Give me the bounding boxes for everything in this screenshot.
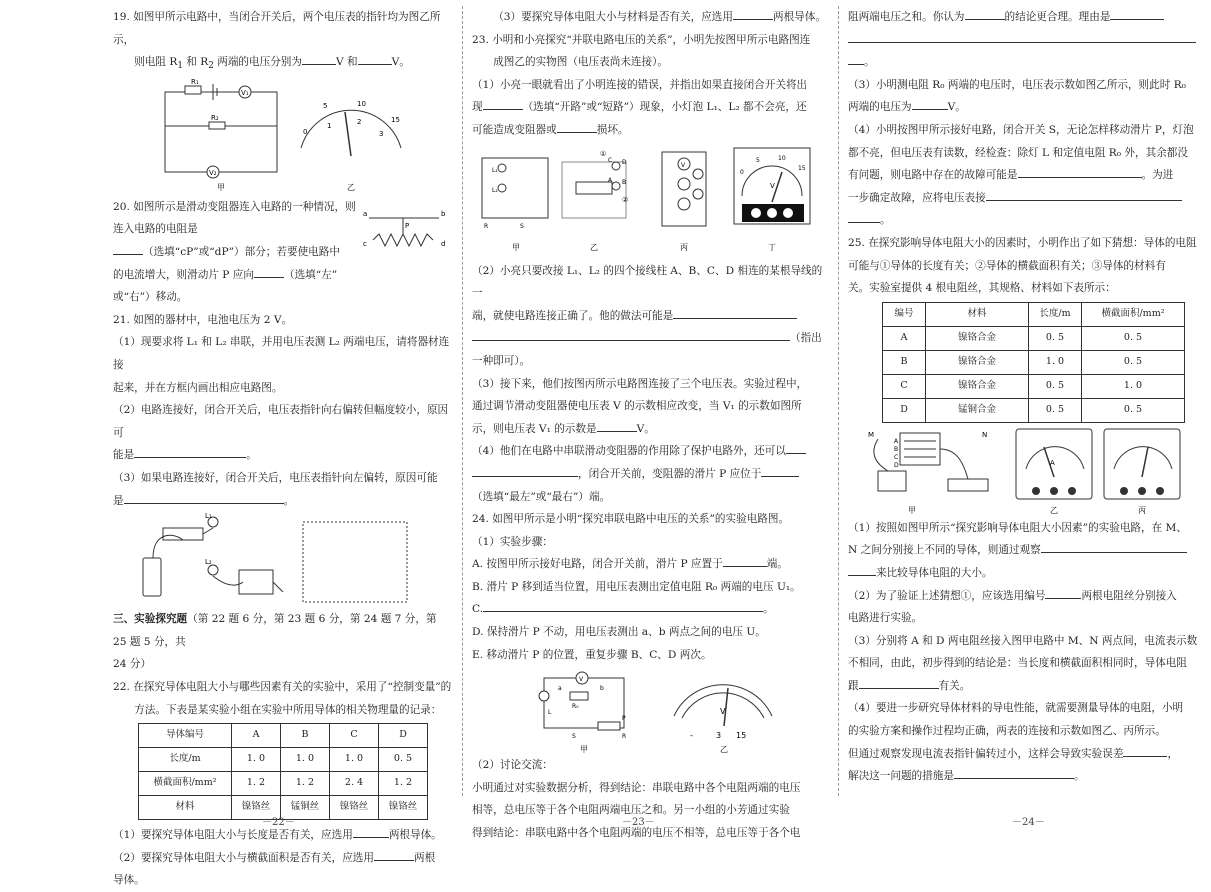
svg-text:0: 0: [740, 168, 744, 176]
q22-blank-3[interactable]: [733, 6, 773, 20]
svg-text:A: A: [1050, 458, 1055, 467]
q23-blank-2[interactable]: [557, 119, 597, 133]
q23-blank-4[interactable]: [597, 418, 637, 432]
q20-line1: 20. 如图所示是滑动变阻器连入电路的一种情况，则连入电路的电阻是: [113, 200, 356, 236]
q24-blank-1[interactable]: [723, 553, 767, 567]
table-row: [883, 374, 1185, 398]
table-cell: 1. 0: [232, 748, 281, 772]
column-divider: [838, 6, 839, 796]
section-3-heading: 三、实验探究题（第 22 题 6 分，第 23 题 6 分，第 24 题 7 分，第 25 题 5 分，共: [113, 613, 437, 648]
q25-blank-3[interactable]: [859, 675, 939, 689]
table-cell: 镍铬合金: [926, 350, 1029, 374]
q23-blank-6[interactable]: [761, 463, 799, 477]
svg-text:L₂: L₂: [205, 558, 212, 567]
q21-blank-2[interactable]: [124, 490, 284, 504]
table-cell: 横截面积/mm²: [139, 772, 232, 796]
svg-text:C: C: [894, 453, 899, 461]
svg-text:甲: 甲: [580, 745, 588, 755]
svg-text:丙: 丙: [680, 242, 688, 252]
svg-text:R₁: R₁: [191, 77, 199, 86]
table-cell: 镍铬丝: [330, 796, 379, 820]
page-23-column: （3）要探究导体电阻大小与材料是否有关，应选用 两根导体。 23. 小明和小亮探究“并联电路电压的关系”，小明先按图甲所示电路图连 成图乙的实物图（电压表尚未连接）。 （1）小亮一眼就看出了小明连接的错误，并指出如果直接闭合开关将出 现 （选填“开路”或“短路”）现象，小灯泡 L₁、L₂ 都不会亮，还 可能造成变阻器或 损坏。 L₁ L₂ R S ① ② C D A B V V 0 5 10 15 甲 乙 丙 丁 （2）小亮只要改接 L₁、L₂ 的四个接线柱 A、B、C、D 相连的某根导线的一 端，就使电路连接正确了。他的做法可能是 （指出 一种即可）。 （3）接下来，他们按图丙所示电路图连接了三个电压表。实验过程中， 通过调节滑动变阻器使电压表 V 的示数相应改变，当 V₁ 的示数如图所 示，则电压表 V₁ 的示数是 V。 （4）他们在电路中串联滑动变阻器的作用除了保护电路外，还可以 ，闭合开关前，变阻器的滑片 P 应位于 （选填“最左”或“最右”）端。 24. 如图甲所示是小明“探究串联电路中电压的关系”的实验电路图。 （1）实验步骤： A. 按图甲所示接好电路，闭合开关前，滑片 P 应置于 端。 B. 滑片 P 移到适当位置，用电压表测出定值电阻 R₀ 两端的电压 U₁。 C. 。 D. 保持滑片 P 不动，用电压表测出 a、b 两点之间的电压 U。 E. 移动滑片 P 的位置，重复步骤 B、C、D 两次。 V R₀ L S P R a b V - 3 15 甲 乙 （2）讨论交流： 小明通过对实验数据分析，得到结论：串联电路中各个电阻两端的电压 相等，总电压等于各个电阻两端电压之和。另一小组的小芳通过实验 得到结论：串联电路中各个电阻两端的电压不相等，总电压等于各个电: [472, 6, 828, 845]
q25-blank-1[interactable]: [1041, 539, 1187, 553]
table-cell: 1. 2: [281, 772, 330, 796]
svg-text:R: R: [622, 733, 627, 741]
svg-text:N: N: [982, 430, 988, 439]
table-cell: 1. 0: [1082, 374, 1185, 398]
svg-text:乙: 乙: [347, 182, 355, 192]
svg-text:L: L: [548, 709, 552, 717]
table-row: [139, 772, 428, 796]
column-divider: [462, 6, 463, 796]
page-22-column: 19. 如图甲所示电路中，当闭合开关后，两个电压表的指针均为图乙所示， 则电阻 $R_1$ 和 $R_2$ 两端的电压分别为 V 和 V。 R₁ R₂ V₁ V₂ 0 5 10 15 1 2 3 甲 乙 20. 如图所示是滑动变阻器连入电路的一种情况，则连入电路的电阻是 （选填“cP”或“dP”）部分；若要使电路中 的电流增大，则滑动片 P 应向 （选填“左” 或“右”）移动。 a b c d P 21. 如图的器材中，电池电压为 2 V。 （1）现要求将 L₁ 和 L₂ 串联，并用电压表测 L₂ 两端电压，请将器材连接 起来，并在方框内画出相应电路图。 （2）电路连接好，闭合开关后，电压表指针向右偏转但幅度较小，原因可 能是 。 （3）如果电路连接好，闭合开关后，电压表指针向左偏转，原因可能 是 。 L₁ L₂ 三、实验探究题（第 22 题 6 分，第 23 题 6 分，第 24 题 7 分，第 25 题 5 分，共 24 分） 22. 在探究导体电阻大小与哪些因素有关的实验中，采用了“控制变量”的 方法。下表是某实验小组在实验中所用导体的相关物理量的记录： 导体编号 A B C D 长度/m 1. 0 1. 0 1. 0 0. 5 横截面积/mm² 1. 2 1. 2 2. 4 1. 2 材料 镍铬丝 锰铜丝 镍铬丝 镍铬丝 （1）要探究导体电阻大小与长度是否有关，应选用 两根导体。 （2）要探究导体电阻大小与横截面积是否有关，应选用 两根 导体。: [113, 6, 453, 892]
table-cell: 0. 5: [1029, 374, 1082, 398]
svg-text:15: 15: [391, 115, 400, 124]
svg-text:S: S: [520, 222, 524, 230]
q22-table: [138, 723, 428, 820]
table-cell: 2. 4: [330, 772, 379, 796]
svg-text:B: B: [894, 445, 899, 453]
q20-block: 20. 如图所示是滑动变阻器连入电路的一种情况，则连入电路的电阻是 （选填“cP”或“dP”）部分；若要使电路中 的电流增大，则滑动片 P 应向 （选填“左” 或“右”）移动。 a b c d P: [113, 196, 453, 309]
table-cell: 1. 2: [232, 772, 281, 796]
q24-blank-7[interactable]: [986, 187, 1182, 201]
svg-text:A: A: [608, 176, 613, 184]
table-cell: C: [883, 374, 926, 398]
svg-text:a: a: [558, 685, 562, 693]
svg-text:10: 10: [357, 99, 366, 108]
svg-text:1: 1: [327, 121, 332, 130]
table-cell: 材料: [139, 796, 232, 820]
table-row: [139, 724, 428, 748]
svg-text:②: ②: [622, 195, 629, 204]
table-cell: D: [883, 398, 926, 422]
svg-text:2: 2: [357, 117, 362, 126]
q22-blank-2[interactable]: [374, 847, 414, 861]
table-row: [883, 350, 1185, 374]
svg-text:15: 15: [736, 731, 747, 741]
table-cell: 0. 5: [1082, 326, 1185, 350]
q21-blank-1[interactable]: [134, 444, 246, 458]
svg-text:3: 3: [716, 731, 722, 741]
svg-text:3: 3: [379, 129, 384, 138]
table-cell: 0. 5: [1082, 350, 1185, 374]
table-cell: 锰铜丝: [281, 796, 330, 820]
svg-text:d: d: [441, 239, 446, 248]
table-cell: 镍铬合金: [926, 374, 1029, 398]
svg-text:B: B: [622, 178, 627, 186]
svg-text:甲: 甲: [217, 182, 225, 192]
svg-text:10: 10: [778, 154, 786, 162]
page-number: －23－: [622, 817, 655, 828]
q19-line1: 19. 如图甲所示电路中，当闭合开关后，两个电压表的指针均为图乙所示，: [113, 11, 441, 46]
svg-text:D: D: [894, 461, 899, 469]
q24-blank-4-end[interactable]: [848, 51, 864, 65]
q25-blank-4[interactable]: [1123, 743, 1167, 757]
svg-text:乙: 乙: [1050, 505, 1058, 515]
table-cell: 镍铬丝: [379, 796, 428, 820]
q24-blank-6[interactable]: [1018, 164, 1142, 178]
q23-blank-1[interactable]: [483, 96, 523, 110]
q23-blank-5-cont[interactable]: [472, 463, 578, 477]
svg-text:P: P: [405, 221, 410, 230]
table-cell: 镍铬丝: [232, 796, 281, 820]
q20-blank-2[interactable]: [254, 264, 284, 278]
svg-text:R₀: R₀: [572, 703, 579, 711]
svg-text:A: A: [894, 437, 899, 445]
svg-text:L₂: L₂: [492, 186, 498, 194]
svg-text:R₂: R₂: [211, 113, 219, 122]
table-cell: 长度/m: [1029, 302, 1082, 326]
q21-line1: 21. 如图的器材中，电池电压为 2 V。: [113, 313, 293, 326]
page-24-column: 阻两端电压之和。你认为 的结论更合理。理由是 。 （3）小明测电阻 R₀ 两端的电压时，电压表示数如图乙所示，则此时 R₀ 两端的电压为 V。 （4）小明按图甲所示接好电路，闭合开关 S，无论怎样移动滑片 P，灯泡 都不亮，但电压表有读数，经检查：除灯 L 和定值电阻 R₀ 外，其余都没 有问题，则电路中存在的故障可能是 。为进 一步确定故障，应将电压表接 。 25. 在探究影响导体电阻大小的因素时，小明作出了如下猜想：导体的电阻 可能与①导体的长度有关；②导体的横截面积有关；③导体的材料有 关。实验室提供 4 根电阻丝，其规格、材料如下表所示： 编号 材料 长度/m 横截面积/mm² A 镍铬合金 0. 5 0. 5 B 镍铬合金 1. 0 0. 5 C 镍铬合金 0. 5 1. 0 D 锰铜合金 0. 5 0. 5 M N A B C D A 甲 乙 丙 （1）按照如图甲所示“探究影响导体电阻大小因素”的实验电路，在 M、 N 之间分别接上不同的导体，则通过观察 来比较导体电阻的大小。 （2）为了验证上述猜想①，应该选用编号 两根电阻丝分别接入 电路进行实验。 （3）分别将 A 和 D 两电阻丝接入图甲电路中 M、N 两点间，电流表示数 不相同，由此，初步得到的结论是：当长度和横截面积相同时，导体电阻 跟 有关。 （4）要进一步研究导体材料的导电性能，就需要测量导体的电阻，小明 的实验方案和操作过程均正确，两表的连接和示数如图乙、丙所示。 但通过观察发现电流表指针偏转过小，这样会导致实验误差 ， 解决这一问题的措施是 。: [848, 6, 1201, 788]
q19-blank-1[interactable]: [302, 51, 336, 65]
svg-text:V: V: [579, 676, 584, 684]
table-row: [883, 398, 1185, 422]
table-row: [139, 748, 428, 772]
q19-line2: 则电阻 $R_1$ 和 $R_2$ 两端的电压分别为 V 和 V。: [113, 51, 453, 78]
svg-text:b: b: [441, 209, 446, 218]
table-cell: 锰铜合金: [926, 398, 1029, 422]
q24-figure: [472, 666, 828, 754]
q22-blank-1[interactable]: [353, 824, 389, 838]
svg-text:V: V: [681, 161, 686, 169]
svg-text:-: -: [690, 731, 693, 741]
q23-blank-3[interactable]: [673, 305, 797, 319]
svg-text:甲: 甲: [512, 242, 520, 252]
svg-text:L₁: L₁: [205, 512, 212, 521]
q25-blank-5[interactable]: [954, 765, 1074, 779]
q23-blank-5[interactable]: [786, 440, 806, 454]
svg-text:乙: 乙: [720, 745, 728, 755]
table-cell: 1. 0: [281, 748, 330, 772]
q25-blank-2[interactable]: [1045, 585, 1081, 599]
svg-text:S: S: [572, 733, 576, 741]
svg-text:R: R: [484, 222, 489, 230]
table-row: [883, 302, 1185, 326]
table-cell: 镍铬合金: [926, 326, 1029, 350]
table-cell: 0. 5: [379, 748, 428, 772]
svg-text:L₁: L₁: [492, 166, 498, 174]
svg-text:D: D: [622, 158, 627, 166]
table-cell: 0. 5: [1029, 326, 1082, 350]
q25-blank-1-cont[interactable]: [848, 562, 876, 576]
table-cell: B: [883, 350, 926, 374]
q20-blank-1[interactable]: [113, 241, 143, 255]
q19-figure: [113, 78, 453, 196]
svg-text:丙: 丙: [1138, 505, 1146, 515]
q24-blank-4-cont[interactable]: [848, 29, 1196, 43]
table-cell: A: [883, 326, 926, 350]
svg-text:a: a: [363, 209, 368, 218]
svg-text:V: V: [720, 707, 726, 717]
q24-blank-3[interactable]: [965, 6, 1005, 20]
table-cell: D: [379, 724, 428, 748]
table-cell: 1. 0: [1029, 350, 1082, 374]
table-cell: 导体编号: [139, 724, 232, 748]
q20-rheostat-figure: [359, 196, 451, 266]
page-number: －24－: [1012, 817, 1045, 828]
q24-blank-5[interactable]: [912, 96, 948, 110]
table-cell: 0. 5: [1029, 398, 1082, 422]
svg-text:5: 5: [756, 156, 760, 164]
svg-text:V₂: V₂: [209, 168, 217, 177]
svg-text:5: 5: [323, 101, 328, 110]
table-cell: A: [232, 724, 281, 748]
svg-text:甲: 甲: [908, 505, 916, 515]
svg-text:M: M: [868, 430, 875, 439]
q23-blank-3-cont[interactable]: [472, 327, 790, 341]
svg-text:0: 0: [303, 127, 308, 136]
svg-text:V: V: [770, 181, 775, 190]
q21-figure: [113, 512, 453, 608]
svg-text:P: P: [622, 715, 626, 723]
table-row: [883, 326, 1185, 350]
q24-blank-2[interactable]: [483, 598, 763, 612]
q24-blank-7-cont[interactable]: [848, 209, 880, 223]
svg-text:b: b: [600, 685, 604, 693]
table-cell: 0. 5: [1082, 398, 1185, 422]
q24-blank-4[interactable]: [1110, 6, 1164, 20]
svg-text:V₁: V₁: [241, 88, 249, 97]
table-cell: 横截面积/mm²: [1082, 302, 1185, 326]
svg-text:15: 15: [798, 164, 806, 172]
q23-figure: [472, 142, 828, 260]
table-cell: C: [330, 724, 379, 748]
svg-text:丁: 丁: [768, 242, 776, 252]
table-cell: 材料: [926, 302, 1029, 326]
svg-text:①: ①: [600, 149, 607, 158]
q19-blank-2[interactable]: [358, 51, 392, 65]
table-cell: 1. 0: [330, 748, 379, 772]
table-cell: 长度/m: [139, 748, 232, 772]
q25-figure: [848, 425, 1201, 517]
page-number: －22－: [262, 817, 295, 828]
svg-text:c: c: [363, 239, 367, 248]
table-cell: 编号: [883, 302, 926, 326]
q25-table: [882, 302, 1185, 423]
table-cell: B: [281, 724, 330, 748]
table-cell: 1. 2: [379, 772, 428, 796]
svg-text:C: C: [608, 156, 613, 164]
svg-text:乙: 乙: [590, 242, 598, 252]
